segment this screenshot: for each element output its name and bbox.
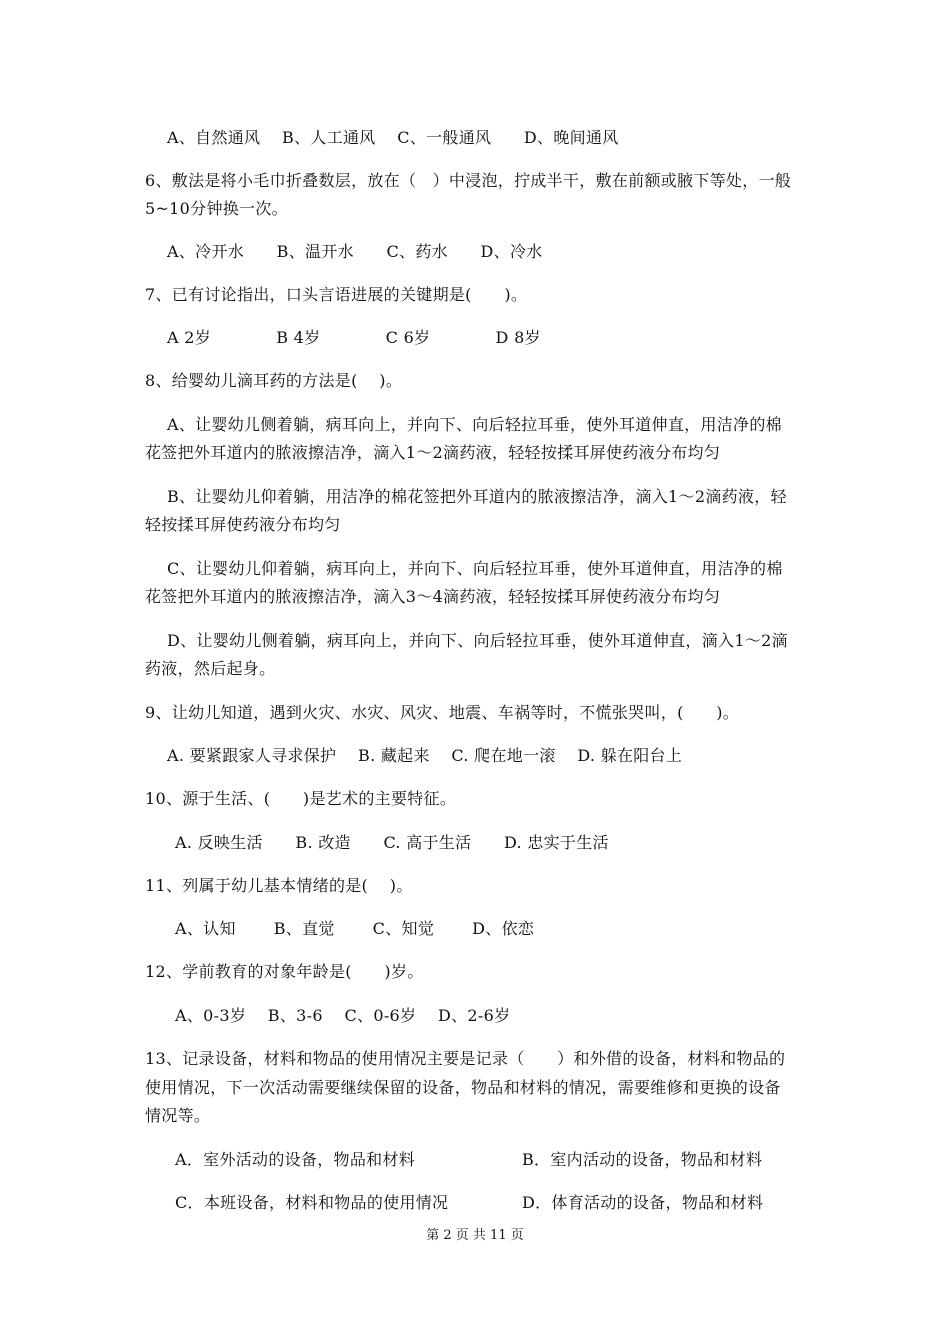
q8-option-b-line-2: 轻按揉耳屏使药液分布均匀 bbox=[145, 515, 341, 534]
q7-question: 7、已有讨论指出，口头言语进展的关键期是( )。 bbox=[145, 285, 528, 304]
q8-option-c-line-1: C、让婴幼儿仰着躺，病耳向上，并向下、向后轻拉耳垂，使外耳道伸直，用洁净的棉 bbox=[167, 559, 783, 578]
q6-options: A、冷开水 B、温开水 C、药水 D、冷水 bbox=[167, 242, 543, 261]
q10-options: A. 反映生活 B. 改造 C. 高于生活 D. 忠实于生活 bbox=[175, 833, 609, 852]
q11-question: 11、列属于幼儿基本情绪的是( )。 bbox=[145, 876, 413, 895]
q5-options: A、自然通风 B、人工通风 C、一般通风 D、晚间通风 bbox=[167, 128, 619, 147]
q8-option-a-line-1: A、让婴幼儿侧着躺，病耳向上，并向下、向后轻拉耳垂，使外耳道伸直，用洁净的棉 bbox=[167, 415, 782, 434]
q13-option-c: C．本班设备，材料和物品的使用情况 bbox=[175, 1193, 449, 1212]
q11-options: A、认知 B、直觉 C、知觉 D、依恋 bbox=[175, 919, 535, 938]
q8-question: 8、给婴幼儿滴耳药的方法是( )。 bbox=[145, 371, 403, 390]
q13-option-a: A．室外活动的设备，物品和材料 bbox=[175, 1150, 416, 1169]
q8-option-d-line-2: 药液，然后起身。 bbox=[145, 659, 276, 678]
q7-options: A 2岁 B 4岁 C 6岁 D 8岁 bbox=[167, 328, 541, 347]
page-footer: 第 2 页 共 11 页 bbox=[426, 1228, 524, 1243]
q13-question-line-3: 情况等。 bbox=[145, 1106, 211, 1125]
q12-question: 12、学前教育的对象年龄是( )岁。 bbox=[145, 962, 424, 981]
q10-question: 10、源于生活、( )是艺术的主要特征。 bbox=[145, 789, 457, 808]
q6-question-line-2: 5~10分钟换一次。 bbox=[145, 199, 288, 218]
q8-option-a-line-2: 花签把外耳道内的脓液擦洁净，滴入1～2滴药液，轻轻按揉耳屏使药液分布均匀 bbox=[145, 443, 721, 462]
q8-option-b-line-1: B、让婴幼儿仰着躺，用洁净的棉花签把外耳道内的脓液擦洁净，滴入1～2滴药液，轻 bbox=[167, 487, 787, 506]
q8-option-c-line-2: 花签把外耳道内的脓液擦洁净，滴入3～4滴药液，轻轻按揉耳屏使药液分布均匀 bbox=[145, 587, 721, 606]
q13-question-line-1: 13、记录设备，材料和物品的使用情况主要是记录（ ）和外借的设备，材料和物品的 bbox=[145, 1049, 786, 1068]
q9-question: 9、让幼儿知道，遇到火灾、水灾、风灾、地震、车祸等时，不慌张哭叫，( )。 bbox=[145, 703, 740, 722]
q13-option-d: D．体育活动的设备，物品和材料 bbox=[522, 1193, 764, 1212]
q13-question-line-2: 使用情况，下一次活动需要继续保留的设备，物品和材料的情况，需要维修和更换的设备 bbox=[145, 1078, 781, 1097]
q8-option-d-line-1: D、让婴幼儿侧着躺，病耳向上，并向下、向后轻拉耳垂，使外耳道伸直，滴入1～2滴 bbox=[167, 631, 788, 650]
q13-option-b: B．室内活动的设备，物品和材料 bbox=[522, 1150, 763, 1169]
q6-question-line-1: 6、敷法是将小毛巾折叠数层，放在（ ）中浸泡，拧成半干，敷在前额或腋下等处，一般 bbox=[145, 171, 792, 190]
q9-options: A. 要紧跟家人寻求保护 B. 藏起来 C. 爬在地一滚 D. 躲在阳台上 bbox=[167, 746, 683, 765]
q12-options: A、0-3岁 B、3-6 C、0-6岁 D、2-6岁 bbox=[175, 1006, 511, 1025]
